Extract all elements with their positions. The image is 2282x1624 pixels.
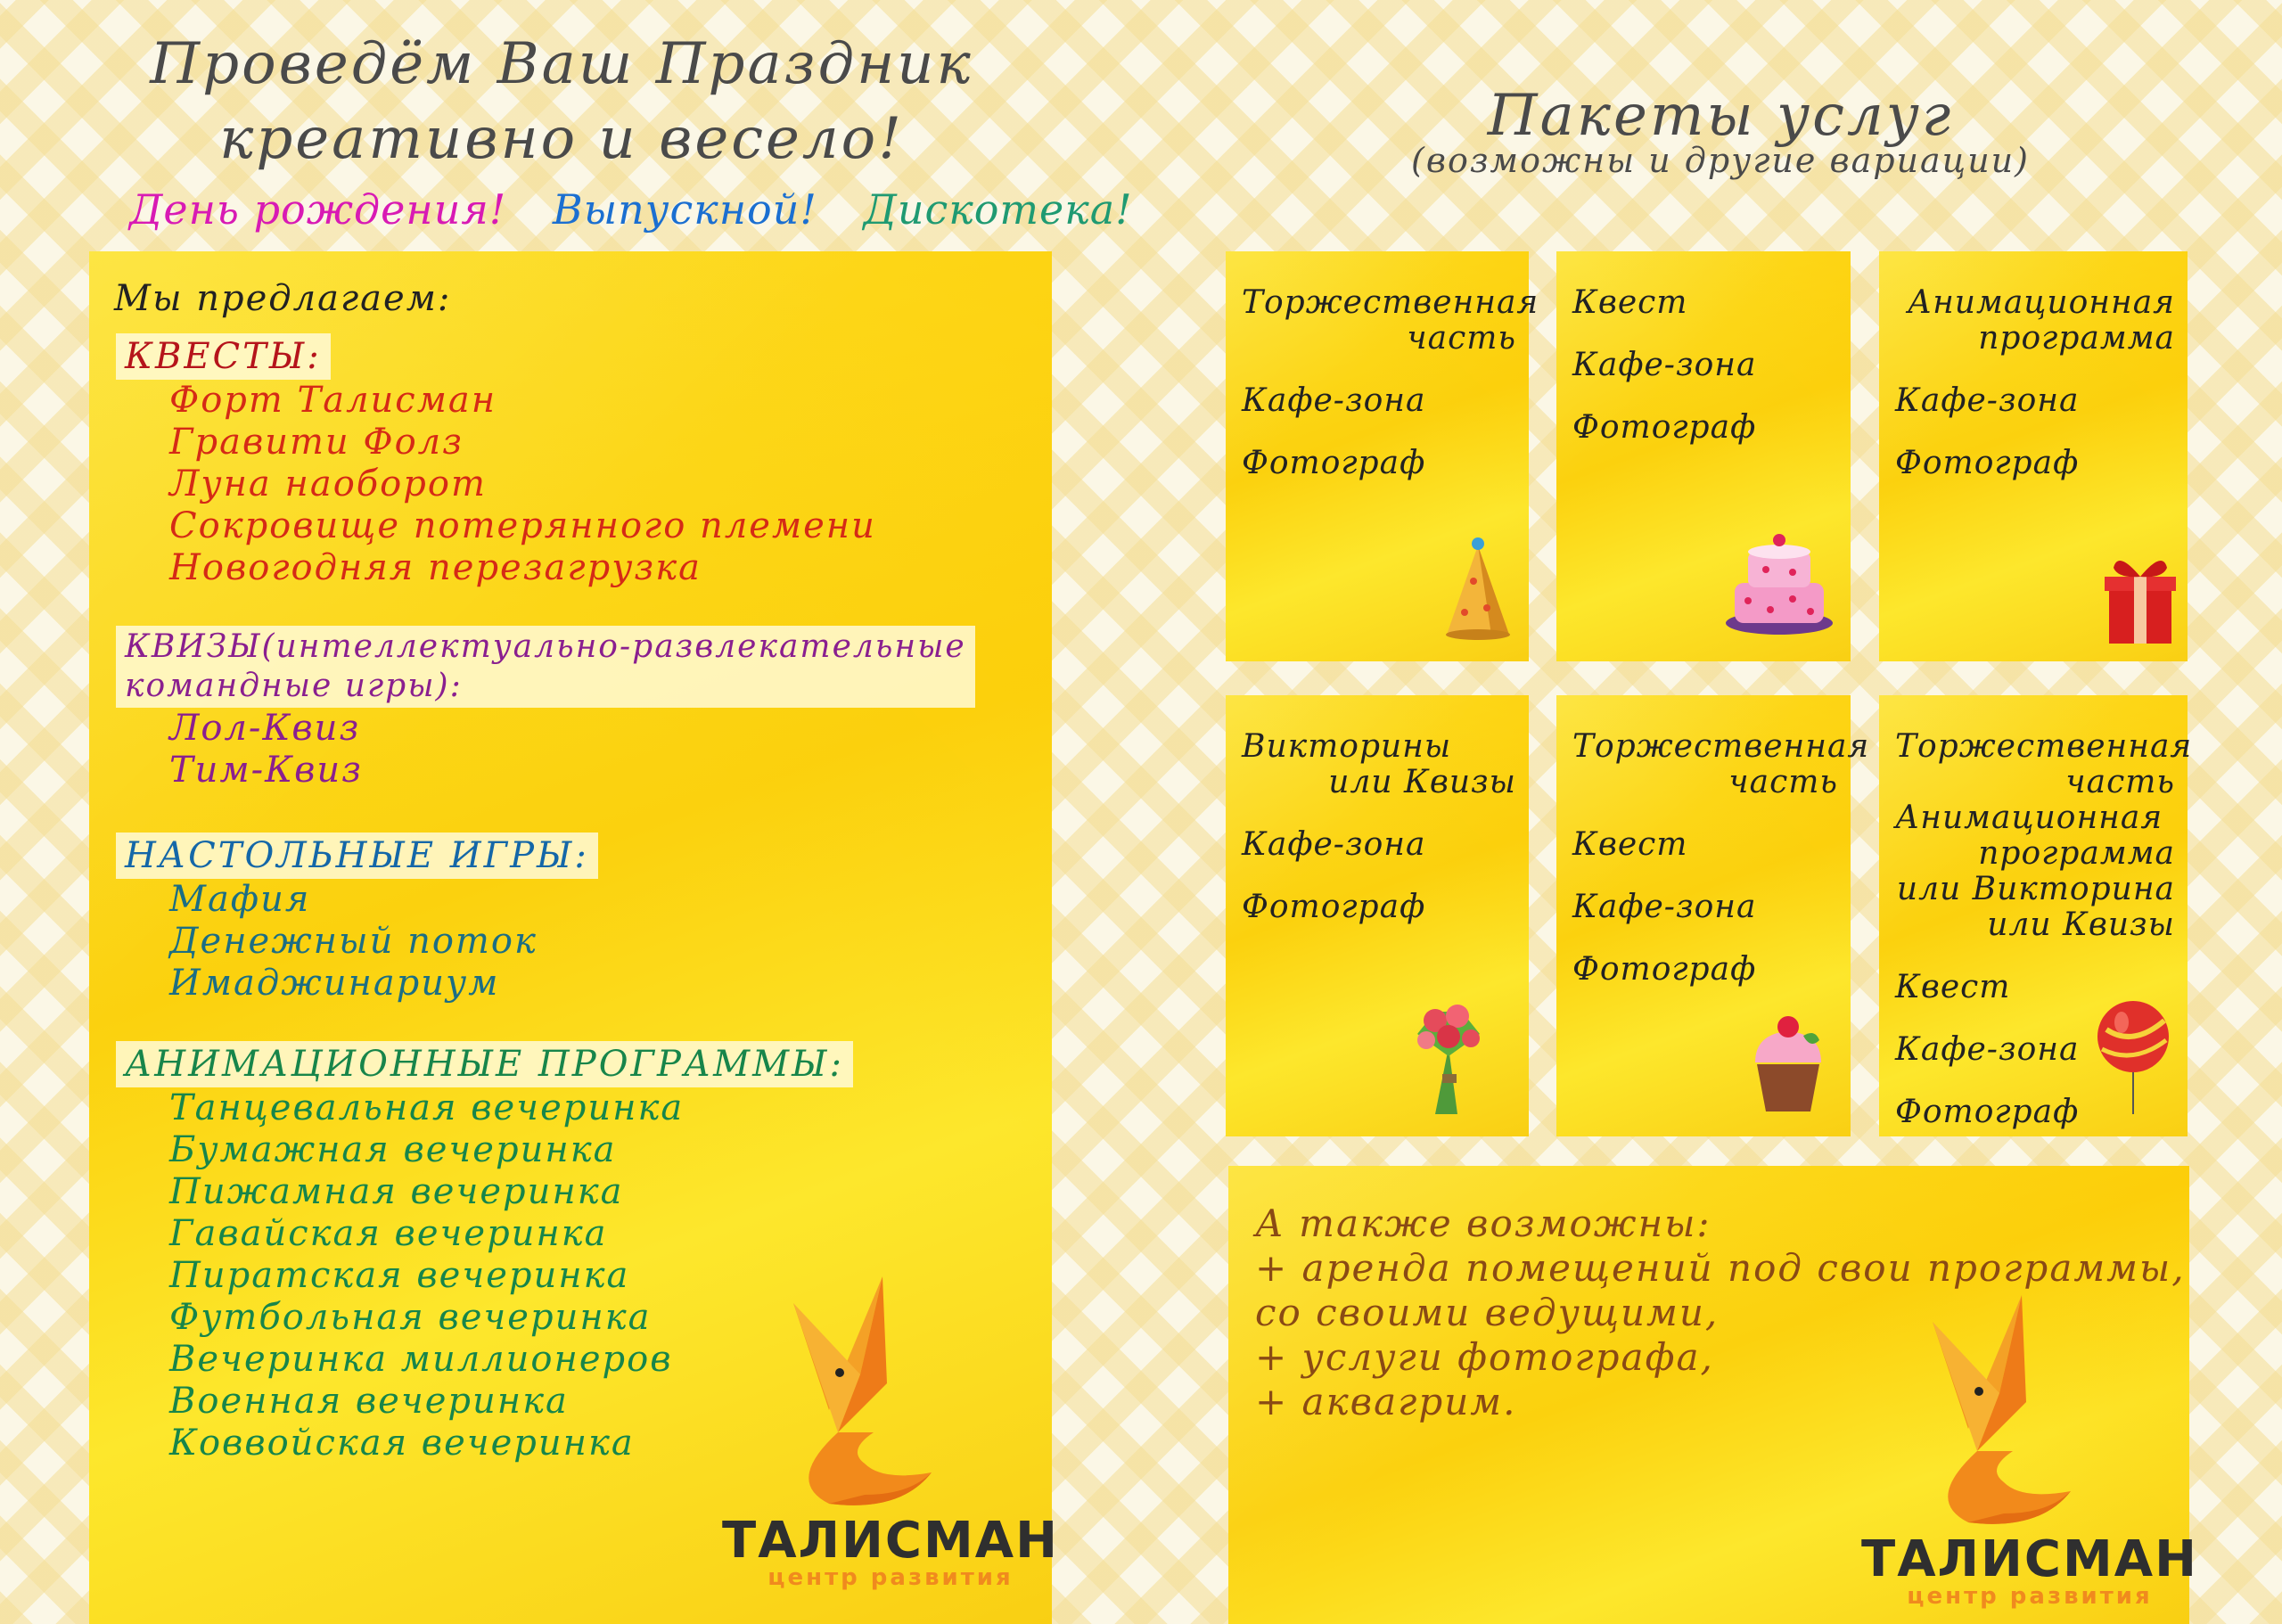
package-gap xyxy=(1572,800,1838,827)
package-card-4 xyxy=(1226,695,1529,1136)
package-item: Фотограф xyxy=(1572,409,1757,446)
list-item: Новогодняя перезагрузка xyxy=(169,547,702,588)
list-item: Гравити Фолз xyxy=(169,422,464,463)
list-item: Денежный поток xyxy=(169,921,538,962)
package-gap xyxy=(1572,863,1838,890)
package-card-5 xyxy=(1556,695,1870,1136)
extra-line: А также возможны: xyxy=(1255,1202,1712,1245)
package-item: Кафе-зона xyxy=(1895,1031,2080,1068)
balloon-icon xyxy=(2093,994,2173,1122)
extra-line: со своими ведущими, xyxy=(1255,1291,1720,1334)
package-card-6 xyxy=(1879,695,2193,1136)
package-item: Торжественная xyxy=(1572,728,1870,765)
party-hat-icon xyxy=(1438,537,1518,647)
main-title-line1: Проведём Ваш Праздник xyxy=(150,31,973,97)
package-item: Кафе-зона xyxy=(1242,382,1426,419)
package-item: или Викторина xyxy=(1896,871,2175,907)
package-item: программа xyxy=(1978,835,2175,872)
offer-heading: Мы предлагаем: xyxy=(114,278,452,319)
packages-title: Пакеты услуг xyxy=(1487,83,1954,149)
section-quests xyxy=(116,333,876,589)
packages-subtitle: (возможны и другие вариации) xyxy=(1411,141,2030,180)
list-item: Луна наоборот xyxy=(169,463,487,504)
tag-graduation: Выпускной! xyxy=(552,185,817,234)
extra-services-panel xyxy=(1228,1166,2198,1624)
section-quizzes xyxy=(116,626,975,791)
list-item: Футбольная вечеринка xyxy=(169,1297,652,1338)
package-gap xyxy=(1242,357,1516,383)
package-item: Анимационная xyxy=(1895,800,2163,836)
logo-subtitle: центр развития xyxy=(768,1564,1014,1591)
quiz-list xyxy=(116,708,975,791)
talisman-logo xyxy=(722,1276,1059,1591)
package-item: Кафе-зона xyxy=(1572,347,1757,383)
package-gap xyxy=(1242,863,1516,890)
package-lines xyxy=(1895,285,2175,481)
package-item: Квест xyxy=(1572,284,1688,321)
gift-icon xyxy=(2100,550,2180,652)
logo-name: ТАЛИСМАН xyxy=(722,1512,1059,1570)
package-card-1 xyxy=(1226,251,1539,661)
tag-birthday: День рождения! xyxy=(129,185,507,234)
fox-logo-icon xyxy=(1915,1295,2075,1527)
offer-panel xyxy=(89,251,1059,1624)
tag-disco: Дискотека! xyxy=(863,185,1133,234)
list-item: Пижамная вечеринка xyxy=(169,1171,624,1212)
package-lines xyxy=(1572,728,1870,988)
package-item: часть xyxy=(1407,320,1516,357)
package-gap xyxy=(1242,800,1516,827)
list-item: Тим-Квиз xyxy=(169,750,363,791)
main-title xyxy=(53,27,1070,176)
package-item: Торжественная xyxy=(1242,284,1539,321)
package-item: Квест xyxy=(1572,826,1688,863)
section-board-games xyxy=(116,833,598,1005)
package-lines xyxy=(1242,284,1539,481)
list-item: Вечеринка миллионеров xyxy=(169,1339,673,1380)
package-item: Фотограф xyxy=(1572,951,1757,988)
package-item: Фотограф xyxy=(1895,445,2080,481)
package-item: Кафе-зона xyxy=(1242,826,1426,863)
section-title xyxy=(116,626,975,708)
package-item: Кафе-зона xyxy=(1895,382,2080,419)
package-card-2 xyxy=(1556,251,1851,661)
list-item: Гавайская вечеринка xyxy=(169,1213,608,1254)
package-item: Фотограф xyxy=(1895,1094,2080,1130)
package-item: Квест xyxy=(1895,969,2011,1005)
package-item: Кафе-зона xyxy=(1572,889,1757,925)
package-gap xyxy=(1895,943,2175,970)
package-item: Фотограф xyxy=(1242,889,1426,925)
package-item: часть xyxy=(1728,764,1838,800)
package-gap xyxy=(1572,383,1838,410)
package-lines xyxy=(1572,285,1838,446)
section-title-line1: КВИЗЫ(интеллектуально-развлекательные xyxy=(125,628,966,665)
list-item: Мафия xyxy=(169,879,311,920)
section-title-line2: командные игры): xyxy=(125,668,463,704)
package-item: или Квизы xyxy=(1328,764,1516,800)
list-item: Лол-Квиз xyxy=(169,708,361,749)
section-title: КВЕСТЫ: xyxy=(116,333,331,380)
logo-subtitle: центр развития xyxy=(1907,1583,2153,1610)
main-title-line2: креативно и весело! xyxy=(219,106,904,172)
cake-icon xyxy=(1721,529,1837,640)
package-item: Фотограф xyxy=(1242,445,1426,481)
extra-line: + услуги фотографа, xyxy=(1255,1335,1714,1379)
fox-logo-icon xyxy=(776,1276,936,1508)
cupcake-icon xyxy=(1748,1009,1828,1120)
extra-line: + аквагрим. xyxy=(1255,1380,1517,1423)
package-item: Анимационная xyxy=(1907,284,2175,321)
package-gap xyxy=(1572,321,1838,348)
list-item: Сокровище потерянного племени xyxy=(169,505,876,546)
talisman-logo xyxy=(1861,1295,2198,1610)
logo-name: ТАЛИСМАН xyxy=(1861,1530,2198,1588)
package-item: программа xyxy=(1978,320,2175,357)
list-item: Форт Талисман xyxy=(169,380,497,421)
event-tags xyxy=(129,185,1165,234)
flowers-icon xyxy=(1408,985,1489,1122)
list-item: Коввойская вечеринка xyxy=(169,1423,635,1464)
package-gap xyxy=(1572,925,1838,952)
package-item: или Квизы xyxy=(1987,906,2175,943)
package-item: Викторины xyxy=(1242,728,1452,765)
package-gap xyxy=(1242,419,1516,446)
package-lines xyxy=(1242,729,1516,925)
package-item: Торжественная xyxy=(1895,728,2193,765)
list-item: Танцевальная вечеринка xyxy=(169,1087,685,1128)
section-title: НАСТОЛЬНЫЕ ИГРЫ: xyxy=(116,833,598,879)
section-title: АНИМАЦИОННЫЕ ПРОГРАММЫ: xyxy=(116,1041,853,1087)
list-item: Имаджинариум xyxy=(169,963,500,1004)
board-games-list xyxy=(116,879,598,1005)
quest-list xyxy=(116,380,876,589)
package-item: часть xyxy=(2065,764,2175,800)
package-gap xyxy=(1895,357,2175,383)
package-gap xyxy=(1895,419,2175,446)
list-item: Бумажная вечеринка xyxy=(169,1129,617,1170)
package-card-3 xyxy=(1879,251,2188,661)
list-item: Военная вечеринка xyxy=(169,1381,569,1422)
list-item: Пиратская вечеринка xyxy=(169,1255,630,1296)
extra-line: + аренда помещений под свои программы, xyxy=(1255,1246,2186,1290)
